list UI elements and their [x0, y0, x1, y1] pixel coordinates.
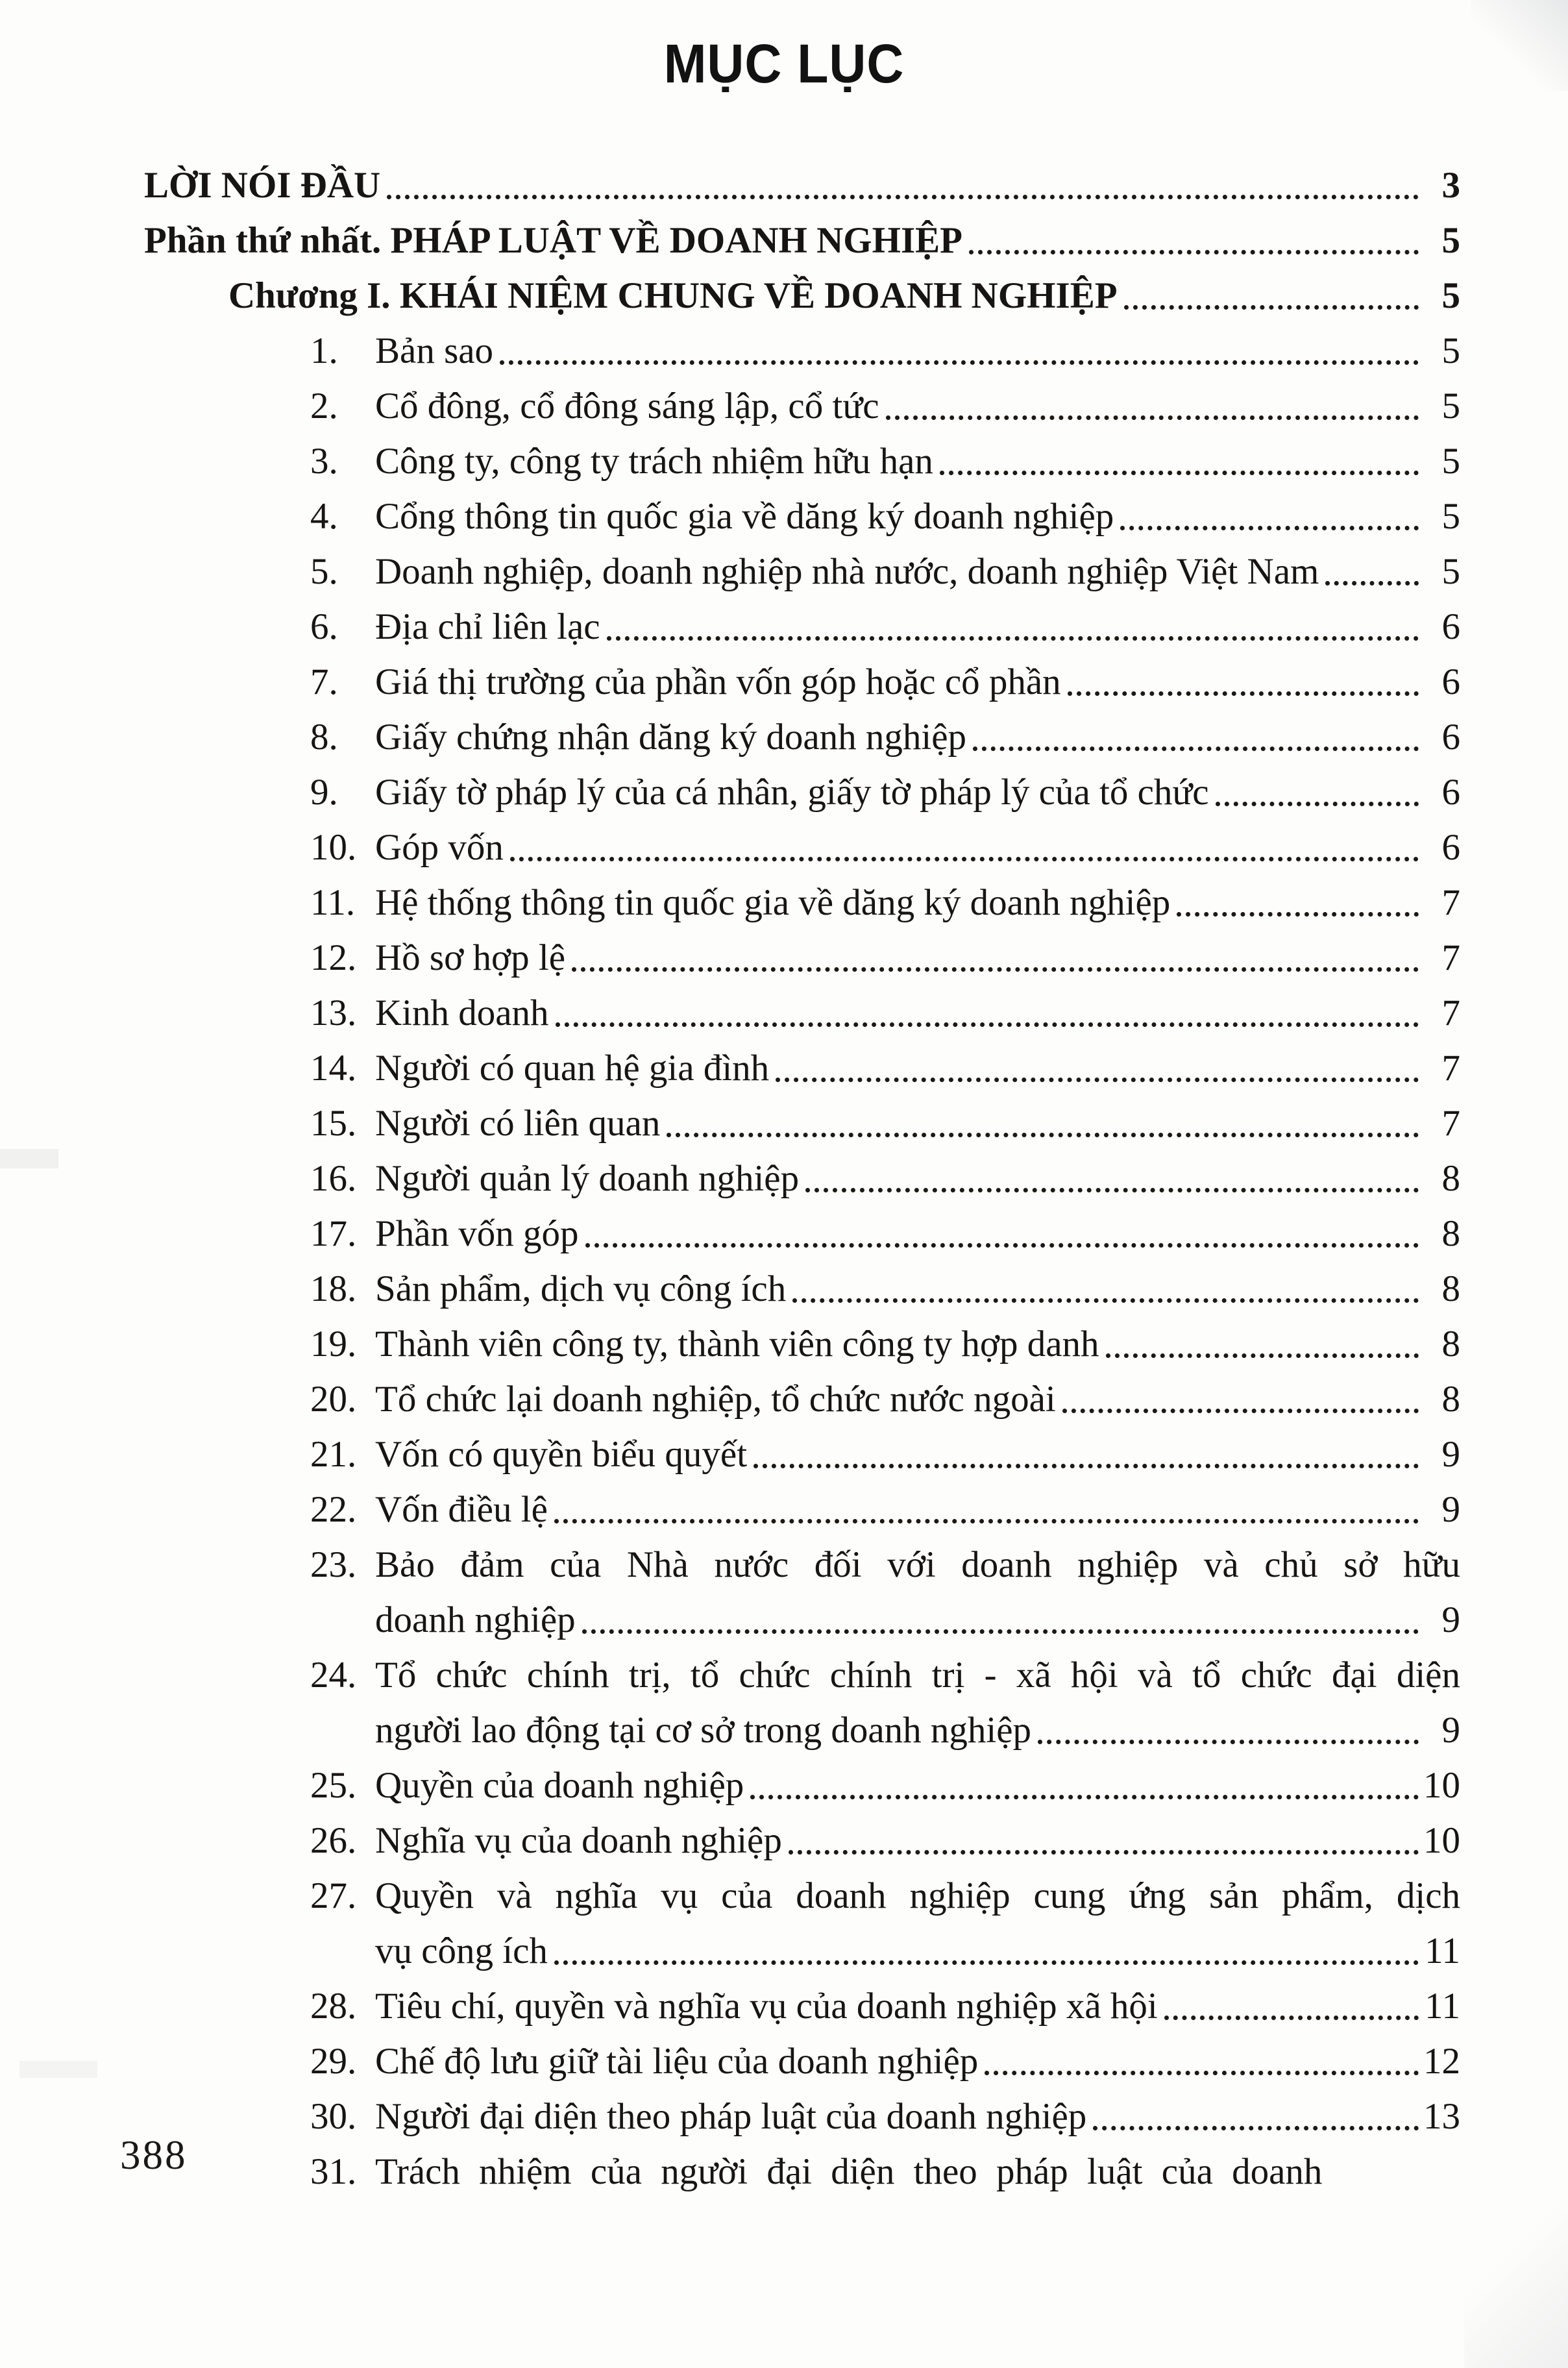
- toc-entry-line: [144, 268, 1460, 323]
- dotted-leader: [753, 1464, 1419, 1468]
- toc-entry-number: 8.: [310, 716, 338, 758]
- toc-entry-line: [144, 323, 1460, 378]
- dotted-leader: [805, 1188, 1419, 1192]
- toc-entry-number: 17.: [310, 1213, 357, 1254]
- toc-entry-page-number: 10: [1423, 1764, 1460, 1806]
- dotted-leader: [985, 2071, 1419, 2075]
- dotted-leader: [667, 1133, 1419, 1137]
- toc-entry-label: Công ty, công ty trách nhiệm hữu hạn: [375, 440, 933, 482]
- toc-entry-number: 30.: [310, 2095, 357, 2137]
- toc-entry-page-number: 8: [1441, 1378, 1460, 1420]
- toc-entry-label: Hồ sơ hợp lệ: [375, 937, 566, 978]
- toc-entry-label: Địa chỉ liên lạc: [375, 606, 600, 647]
- toc-entry-label: Sản phẩm, dịch vụ công ích: [375, 1268, 787, 1309]
- toc-entry-label: Người có liên quan: [375, 1102, 661, 1144]
- toc-entry-line: [144, 1758, 1460, 1813]
- toc-entry-label: Hệ thống thông tin quốc gia về dăng ký doanh nghiệp: [375, 882, 1171, 923]
- toc-entry-number: 10.: [310, 826, 357, 868]
- toc-entry-page-number: 9: [1441, 1433, 1460, 1475]
- toc-entry-number: 11.: [310, 882, 356, 923]
- toc-entry-number: 2.: [310, 385, 338, 426]
- toc-entry-line: [144, 544, 1460, 599]
- toc-entry-number: 7.: [310, 661, 338, 702]
- toc-entry-line: [144, 1261, 1460, 1316]
- toc-entry-label: Tổ chức lại doanh nghiệp, tổ chức nước ngoài: [375, 1378, 1056, 1420]
- scan-artifact: [0, 1149, 58, 1168]
- toc-entry-page-number: 7: [1441, 992, 1460, 1033]
- toc-entry-page-number: 12: [1423, 2040, 1460, 2082]
- toc-entry-label: Trách nhiệm của người đại diện theo pháp luật của doanh: [375, 2151, 1323, 2192]
- toc-entry-page-number: 8: [1441, 1157, 1460, 1199]
- toc-entry-line: [144, 1482, 1460, 1537]
- toc-entry-line: [144, 2034, 1460, 2089]
- toc-entry-line: [144, 1868, 1460, 1923]
- toc-entry-page-number: 7: [1441, 1047, 1460, 1089]
- dotted-leader: [792, 1298, 1419, 1303]
- toc-entry-label: Giấy chứng nhận dăng ký doanh nghiệp: [375, 716, 967, 758]
- folio-page-number: 388: [120, 2132, 188, 2178]
- toc-entry-label: Phần vốn góp: [375, 1213, 579, 1254]
- toc-entry-number: 22.: [310, 1488, 357, 1530]
- toc-entry-label: Bản sao: [375, 330, 494, 371]
- dotted-leader: [556, 1022, 1419, 1027]
- toc-entry-line: [144, 1592, 1460, 1647]
- toc-entry-line: [144, 2089, 1460, 2144]
- toc-entry-label: Thành viên công ty, thành viên công ty hợp danh: [375, 1323, 1099, 1364]
- toc-entry-line: [144, 1206, 1460, 1261]
- toc-entry-page-number: 9: [1441, 1599, 1460, 1640]
- toc-entry-label: Nghĩa vụ của doanh nghiệp: [375, 1819, 782, 1861]
- toc-entry-number: 12.: [310, 937, 357, 978]
- toc-entry-label: Vốn có quyền biểu quyết: [375, 1433, 748, 1475]
- toc-entry-label: Tiêu chí, quyền và nghĩa vụ của doanh nghiệp xã hội: [375, 1985, 1158, 2027]
- toc-entry-label: doanh nghiệp: [375, 1599, 576, 1640]
- toc-entry-label: Chương I. KHÁI NIỆM CHUNG VỀ DOANH NGHIỆP: [228, 275, 1118, 316]
- toc-entry-label: Chế độ lưu giữ tài liệu của doanh nghiệp: [375, 2040, 979, 2082]
- toc-entry-page-number: 11: [1425, 1930, 1460, 1971]
- dotted-leader: [886, 415, 1419, 420]
- toc-entry-label: người lao động tại cơ sở trong doanh nghiệp: [375, 1709, 1031, 1751]
- toc-entry-label: Kinh doanh: [375, 992, 549, 1033]
- toc-entry-label: Tổ chức chính trị, tổ chức chính trị - xã hội và tổ chức đại diện: [375, 1654, 1460, 1696]
- toc-entry-page-number: 5: [1441, 275, 1460, 316]
- toc-entry-label: vụ công ích: [375, 1930, 548, 1971]
- toc-entry-number: 25.: [310, 1764, 357, 1806]
- toc-entry-line: [144, 875, 1460, 930]
- toc-entry-line: [144, 930, 1460, 985]
- dotted-leader: [1068, 691, 1419, 696]
- toc-entry-number: 31.: [310, 2151, 357, 2192]
- toc-entry-page-number: 5: [1441, 330, 1460, 371]
- toc-entry-page-number: 6: [1441, 826, 1460, 868]
- dotted-leader: [1164, 2016, 1419, 2020]
- toc-entry-number: 23.: [310, 1544, 357, 1585]
- toc-entry-line: [144, 1041, 1460, 1096]
- page-title: MỤC LỤC: [663, 33, 905, 94]
- toc-entry-line: [144, 158, 1460, 213]
- dotted-leader: [969, 250, 1419, 254]
- toc-entry-page-number: 7: [1441, 1102, 1460, 1144]
- toc-entry-label: Giấy tờ pháp lý của cá nhân, giấy tờ pháp lý của tổ chức: [375, 771, 1209, 813]
- toc-entry-number: 26.: [310, 1819, 357, 1861]
- toc-entry-page-number: 6: [1441, 771, 1460, 813]
- toc-entry-label: Cổ đông, cổ đông sáng lập, cổ tức: [375, 385, 879, 426]
- dotted-leader: [789, 1850, 1419, 1855]
- toc-entry-line: [144, 1647, 1460, 1703]
- toc-entry-page-number: 6: [1441, 661, 1460, 702]
- toc-entry-page-number: 6: [1441, 716, 1460, 758]
- toc-entry-page-number: 8: [1441, 1323, 1460, 1364]
- toc-entry-line: [144, 709, 1460, 765]
- toc-entry-line: [144, 654, 1460, 709]
- dotted-leader: [1038, 1740, 1419, 1744]
- toc-entry-number: 5.: [310, 550, 338, 592]
- toc-entry-number: 1.: [310, 330, 338, 371]
- toc-entry-line: [144, 489, 1460, 544]
- scan-artifact: [19, 2061, 97, 2078]
- toc-entry-number: 15.: [310, 1102, 357, 1144]
- toc-entry-number: 19.: [310, 1323, 357, 1364]
- toc-entry-line: [144, 1151, 1460, 1206]
- toc-entry-page-number: 9: [1441, 1488, 1460, 1530]
- toc-entry-number: 3.: [310, 440, 338, 482]
- toc-entry-number: 28.: [310, 1985, 357, 2027]
- dotted-leader: [510, 857, 1419, 861]
- toc-entry-number: 29.: [310, 2040, 357, 2082]
- toc-entry-label: LỜI NÓI ĐẦU: [144, 164, 381, 206]
- scan-artifact: [1464, 2199, 1568, 2368]
- dotted-leader: [973, 746, 1419, 751]
- dotted-leader: [387, 195, 1419, 199]
- toc-entry-page-number: 11: [1425, 1985, 1460, 2027]
- toc-entry-line: [144, 2144, 1460, 2199]
- toc-entry-page-number: 8: [1441, 1213, 1460, 1254]
- toc-entry-line: [144, 1427, 1460, 1482]
- dotted-leader: [1093, 2126, 1419, 2130]
- toc-entry-line: [144, 1537, 1460, 1592]
- toc-entry-page-number: 7: [1441, 937, 1460, 978]
- toc-entry-label: Người quản lý doanh nghiệp: [375, 1157, 800, 1199]
- dotted-leader: [582, 1629, 1419, 1634]
- toc-entry-label: Phần thứ nhất. PHÁP LUẬT VỀ DOANH NGHIỆP: [144, 219, 962, 261]
- dotted-leader: [500, 360, 1419, 365]
- toc-entry-number: 16.: [310, 1157, 357, 1199]
- toc-entry-line: [144, 1979, 1460, 2034]
- dotted-leader: [1325, 581, 1419, 586]
- toc-entry-page-number: 5: [1441, 385, 1460, 426]
- dotted-leader: [1177, 912, 1419, 917]
- toc-entry-page-number: 3: [1441, 164, 1460, 206]
- toc-entry-number: 21.: [310, 1433, 357, 1475]
- dotted-leader: [554, 1519, 1419, 1523]
- dotted-leader: [607, 636, 1419, 641]
- toc-list: [0, 158, 1568, 2199]
- toc-entry-line: [144, 378, 1460, 434]
- toc-entry-number: 6.: [310, 606, 338, 647]
- toc-entry-line: [144, 599, 1460, 654]
- toc-entry-number: 20.: [310, 1378, 357, 1420]
- toc-entry-line: [144, 213, 1460, 268]
- toc-entry-number: 9.: [310, 771, 338, 813]
- toc-entry-line: [144, 1813, 1460, 1868]
- toc-entry-number: 24.: [310, 1654, 357, 1696]
- toc-entry-line: [144, 985, 1460, 1041]
- toc-entry-page-number: 7: [1441, 882, 1460, 923]
- toc-entry-number: 18.: [310, 1268, 357, 1309]
- dotted-leader: [776, 1078, 1419, 1082]
- toc-entry-page-number: 5: [1441, 440, 1460, 482]
- toc-entry-line: [144, 1923, 1460, 1979]
- toc-entry-label: Giá thị trường của phần vốn góp hoặc cổ phần: [375, 661, 1061, 702]
- dotted-leader: [572, 967, 1419, 972]
- toc-entry-number: 27.: [310, 1875, 357, 1916]
- toc-entry-line: [144, 1316, 1460, 1372]
- dotted-leader: [1216, 802, 1419, 806]
- dotted-leader: [1124, 305, 1419, 310]
- dotted-leader: [554, 1960, 1419, 1965]
- toc-entry-label: Góp vốn: [375, 826, 504, 868]
- toc-entry-line: [144, 1096, 1460, 1151]
- toc-entry-number: 13.: [310, 992, 357, 1033]
- toc-entry-page-number: 9: [1441, 1709, 1460, 1751]
- toc-entry-number: 14.: [310, 1047, 357, 1089]
- toc-entry-label: Quyền và nghĩa vụ của doanh nghiệp cung ứng sản phẩm, dịch: [375, 1875, 1460, 1916]
- toc-entry-label: Cổng thông tin quốc gia về dăng ký doanh nghiệp: [375, 495, 1114, 537]
- toc-entry-label: Bảo đảm của Nhà nước đối với doanh nghiệp và chủ sở hữu: [375, 1544, 1460, 1585]
- toc-entry-label: Doanh nghiệp, doanh nghiệp nhà nước, doanh nghiệp Việt Nam: [375, 550, 1319, 592]
- toc-entry-label: Người có quan hệ gia đình: [375, 1047, 770, 1089]
- toc-entry-page-number: 5: [1441, 550, 1460, 592]
- toc-entry-page-number: 5: [1441, 219, 1460, 261]
- dotted-leader: [940, 471, 1419, 475]
- toc-entry-label: Quyền của doanh nghiệp: [375, 1764, 744, 1806]
- toc-entry-label: Vốn điều lệ: [375, 1488, 548, 1530]
- dotted-leader: [1120, 526, 1419, 530]
- toc-entry-number: 4.: [310, 495, 338, 537]
- toc-entry-line: [144, 1372, 1460, 1427]
- toc-entry-line: [144, 820, 1460, 875]
- toc-entry-line: [144, 765, 1460, 820]
- toc-entry-page-number: 5: [1441, 495, 1460, 537]
- toc-entry-line: [144, 434, 1460, 489]
- dotted-leader: [750, 1795, 1419, 1799]
- dotted-leader: [585, 1243, 1419, 1248]
- toc-entry-page-number: 8: [1441, 1268, 1460, 1309]
- dotted-leader: [1062, 1409, 1419, 1413]
- dotted-leader: [1106, 1353, 1419, 1358]
- toc-entry-label: Người đại diện theo pháp luật của doanh nghiệp: [375, 2095, 1087, 2137]
- toc-entry-page-number: 6: [1441, 606, 1460, 647]
- toc-entry-page-number: 10: [1423, 1819, 1460, 1861]
- toc-entry-line: [144, 1703, 1460, 1758]
- toc-entry-page-number: 13: [1423, 2095, 1460, 2137]
